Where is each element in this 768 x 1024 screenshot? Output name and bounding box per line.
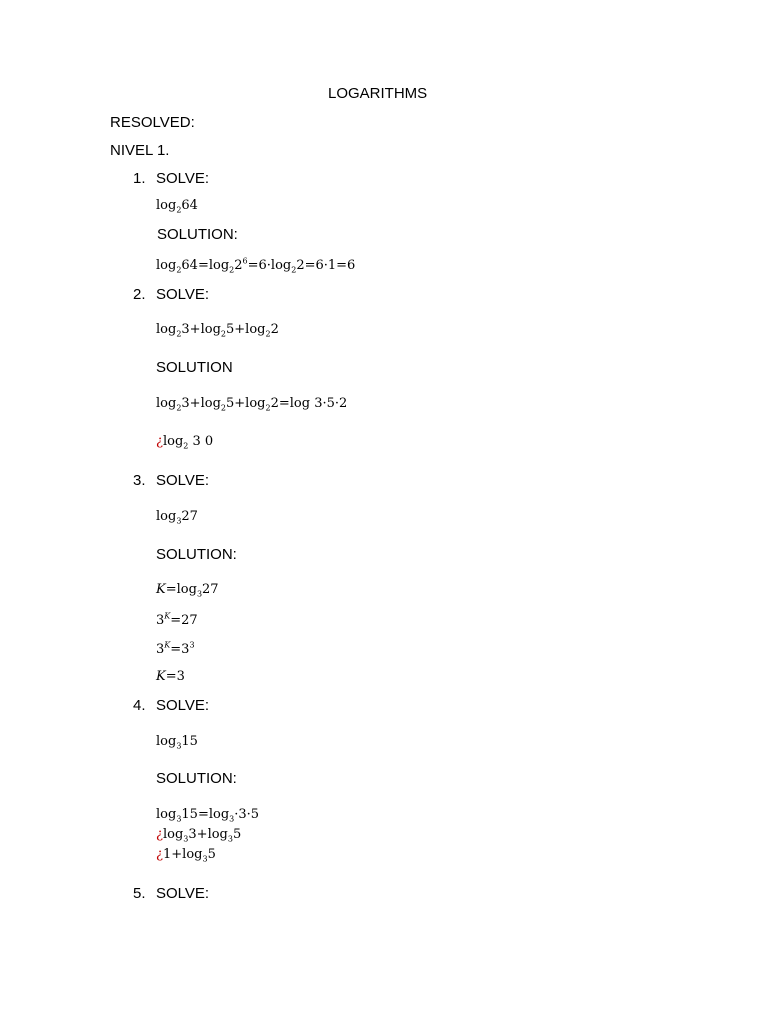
solution-4-line-1: $\log_315=\log_3\cdot 3\cdot 5$ — [156, 807, 260, 824]
solution-label: SOLUTION: — [157, 226, 238, 243]
level-heading: NIVEL 1. — [110, 142, 170, 159]
item-number: 1. — [133, 170, 146, 187]
solution-4-line-2: ¿$\log_33+\log_35$ — [156, 827, 242, 844]
solve-label: SOLVE: — [156, 472, 210, 489]
solve-label: SOLVE: — [156, 697, 210, 714]
solution-label: SOLUTION: — [156, 770, 237, 787]
solution-label: SOLUTION: — [156, 546, 237, 563]
problem-2-expression: $\log_23+\log_25+\log_22$ — [156, 322, 279, 339]
solve-label: SOLVE: — [156, 885, 210, 902]
problem-1-expression: $\log_264$ — [156, 198, 198, 215]
solution-3-line-2: $3^K=27$ — [156, 611, 198, 628]
solve-label: SOLVE: — [156, 286, 210, 303]
solution-2-result: ¿$\log_2$ 3 0 — [156, 434, 214, 451]
item-number: 5. — [133, 885, 146, 902]
solution-3-line-3: $3^K=3^3$ — [156, 640, 195, 657]
item-number: 3. — [133, 472, 146, 489]
item-number: 4. — [133, 697, 146, 714]
solution-1-expression: $\log_264=\log_22^6=6\cdot\log_22=6\cdot 1=6$ — [156, 256, 356, 275]
solution-label: SOLUTION — [156, 359, 233, 376]
solve-label: SOLVE: — [156, 170, 210, 187]
problem-3-expression: $\log_327$ — [156, 509, 198, 526]
solution-4-line-3: ¿$1+\log_35$ — [156, 847, 216, 864]
solution-3-line-1: $K=\log_327$ — [156, 582, 219, 599]
solution-2-expression: $\log_23+\log_25+\log_22=\log$ 3·5·2 — [156, 396, 348, 413]
solution-3-line-4: K=3 — [156, 669, 185, 684]
item-number: 2. — [133, 286, 146, 303]
resolved-heading: RESOLVED: — [110, 114, 195, 131]
page-title: LOGARITHMS — [328, 85, 428, 102]
problem-4-expression: $\log_315$ — [156, 734, 198, 751]
